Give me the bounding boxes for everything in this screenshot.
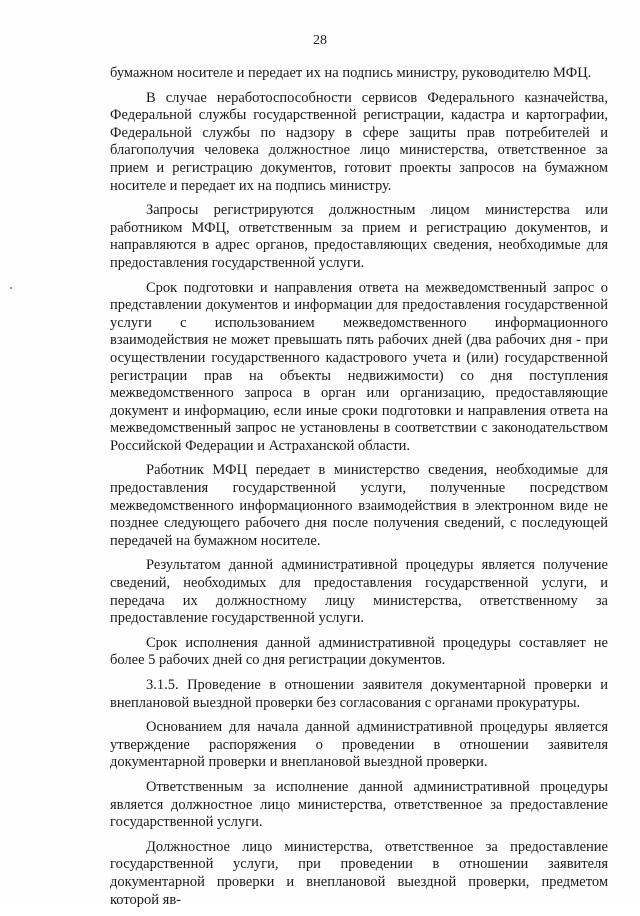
body-text bbox=[110, 65, 608, 916]
scan-artifact-mark bbox=[10, 287, 12, 289]
paragraph-request-registration: Запросы регистрируются должностным лицом министерства или работником МФЦ, ответственным за прием и регистрацию документов, и направляются в адрес органов, предоставляющих сведения, необходимые для предоставления государственной услуги. bbox=[110, 202, 608, 271]
paragraph-service-outage: В случае неработоспособности сервисов Федерального казначейства, Федеральной службы государственной регистрации, кадастра и картографии, Федеральной службы по надзору в сфере защиты прав потребителей и благополучия человека должностное лицо министерства, ответственное за прием и регистрацию документов, готовит проекты запросов на бумажном носителе и передает их на подпись министру. bbox=[110, 89, 608, 194]
paragraph-mfc-transfer: Работник МФЦ передает в министерство сведения, необходимые для предоставления государственной услуги, полученные посредством межведомственного информационного взаимодействия в электронном виде не позднее следующего рабочего дня после получения сведений, с последующей передачей на бумажном носителе. bbox=[110, 462, 608, 549]
paragraph-responsible-person: Ответственным за исполнение данной административной процедуры является должностное лицо министерства, ответственное за предоставление государственной услуги. bbox=[110, 778, 608, 831]
paragraph-continuation: бумажном носителе и передает их на подпись министру, руководителю МФЦ. bbox=[110, 65, 592, 81]
paragraph-procedure-result: Результатом данной административной процедуры является получение сведений, необходимых для предоставления государственной услуги, и передача их должностному лицу министерства, ответственному за предоставление государственной услуги. bbox=[110, 557, 608, 627]
paragraph-section-3-1-5: 3.1.5. Проведение в отношении заявителя документарной проверки и внеплановой выездной проверки без согласования с органами прокуратуры. bbox=[110, 677, 608, 711]
page-number: 28 bbox=[313, 33, 327, 48]
paragraph-procedure-basis: Основанием для начала данной административной процедуры является утверждение распоряжения о проведении в отношении заявителя документарной проверки и внеплановой выездной проверки. bbox=[110, 719, 608, 771]
paragraph-response-deadline: Срок подготовки и направления ответа на межведомственный запрос о представлении документов и информации для предоставления государственной услуги с использованием межведомственного информационного взаимодействия не может превышать пять рабочих дней (два рабочих дня - при осуществлении государственного кадастрового учета и (или) государственной регистрации прав на объекты недвижимости) со дня поступления межведомственного запроса в орган или организацию, предоставляющие документ и информацию, если иные сроки подготовки и направления ответа на межведомственный запрос не установлены в соответствии с законодательством Российской Федерации и Астраханской области. bbox=[110, 279, 608, 454]
paragraph-procedure-term: Срок исполнения данной административной процедуры составляет не более 5 рабочих дней со дня регистрации документов. bbox=[110, 634, 608, 669]
paragraph-official-inspection: Должностное лицо министерства, ответственное за предоставление государственной услуги, при проведении в отношении заявителя документарной проверки и внеплановой выездной проверки, предметом которой яв- bbox=[110, 838, 608, 908]
